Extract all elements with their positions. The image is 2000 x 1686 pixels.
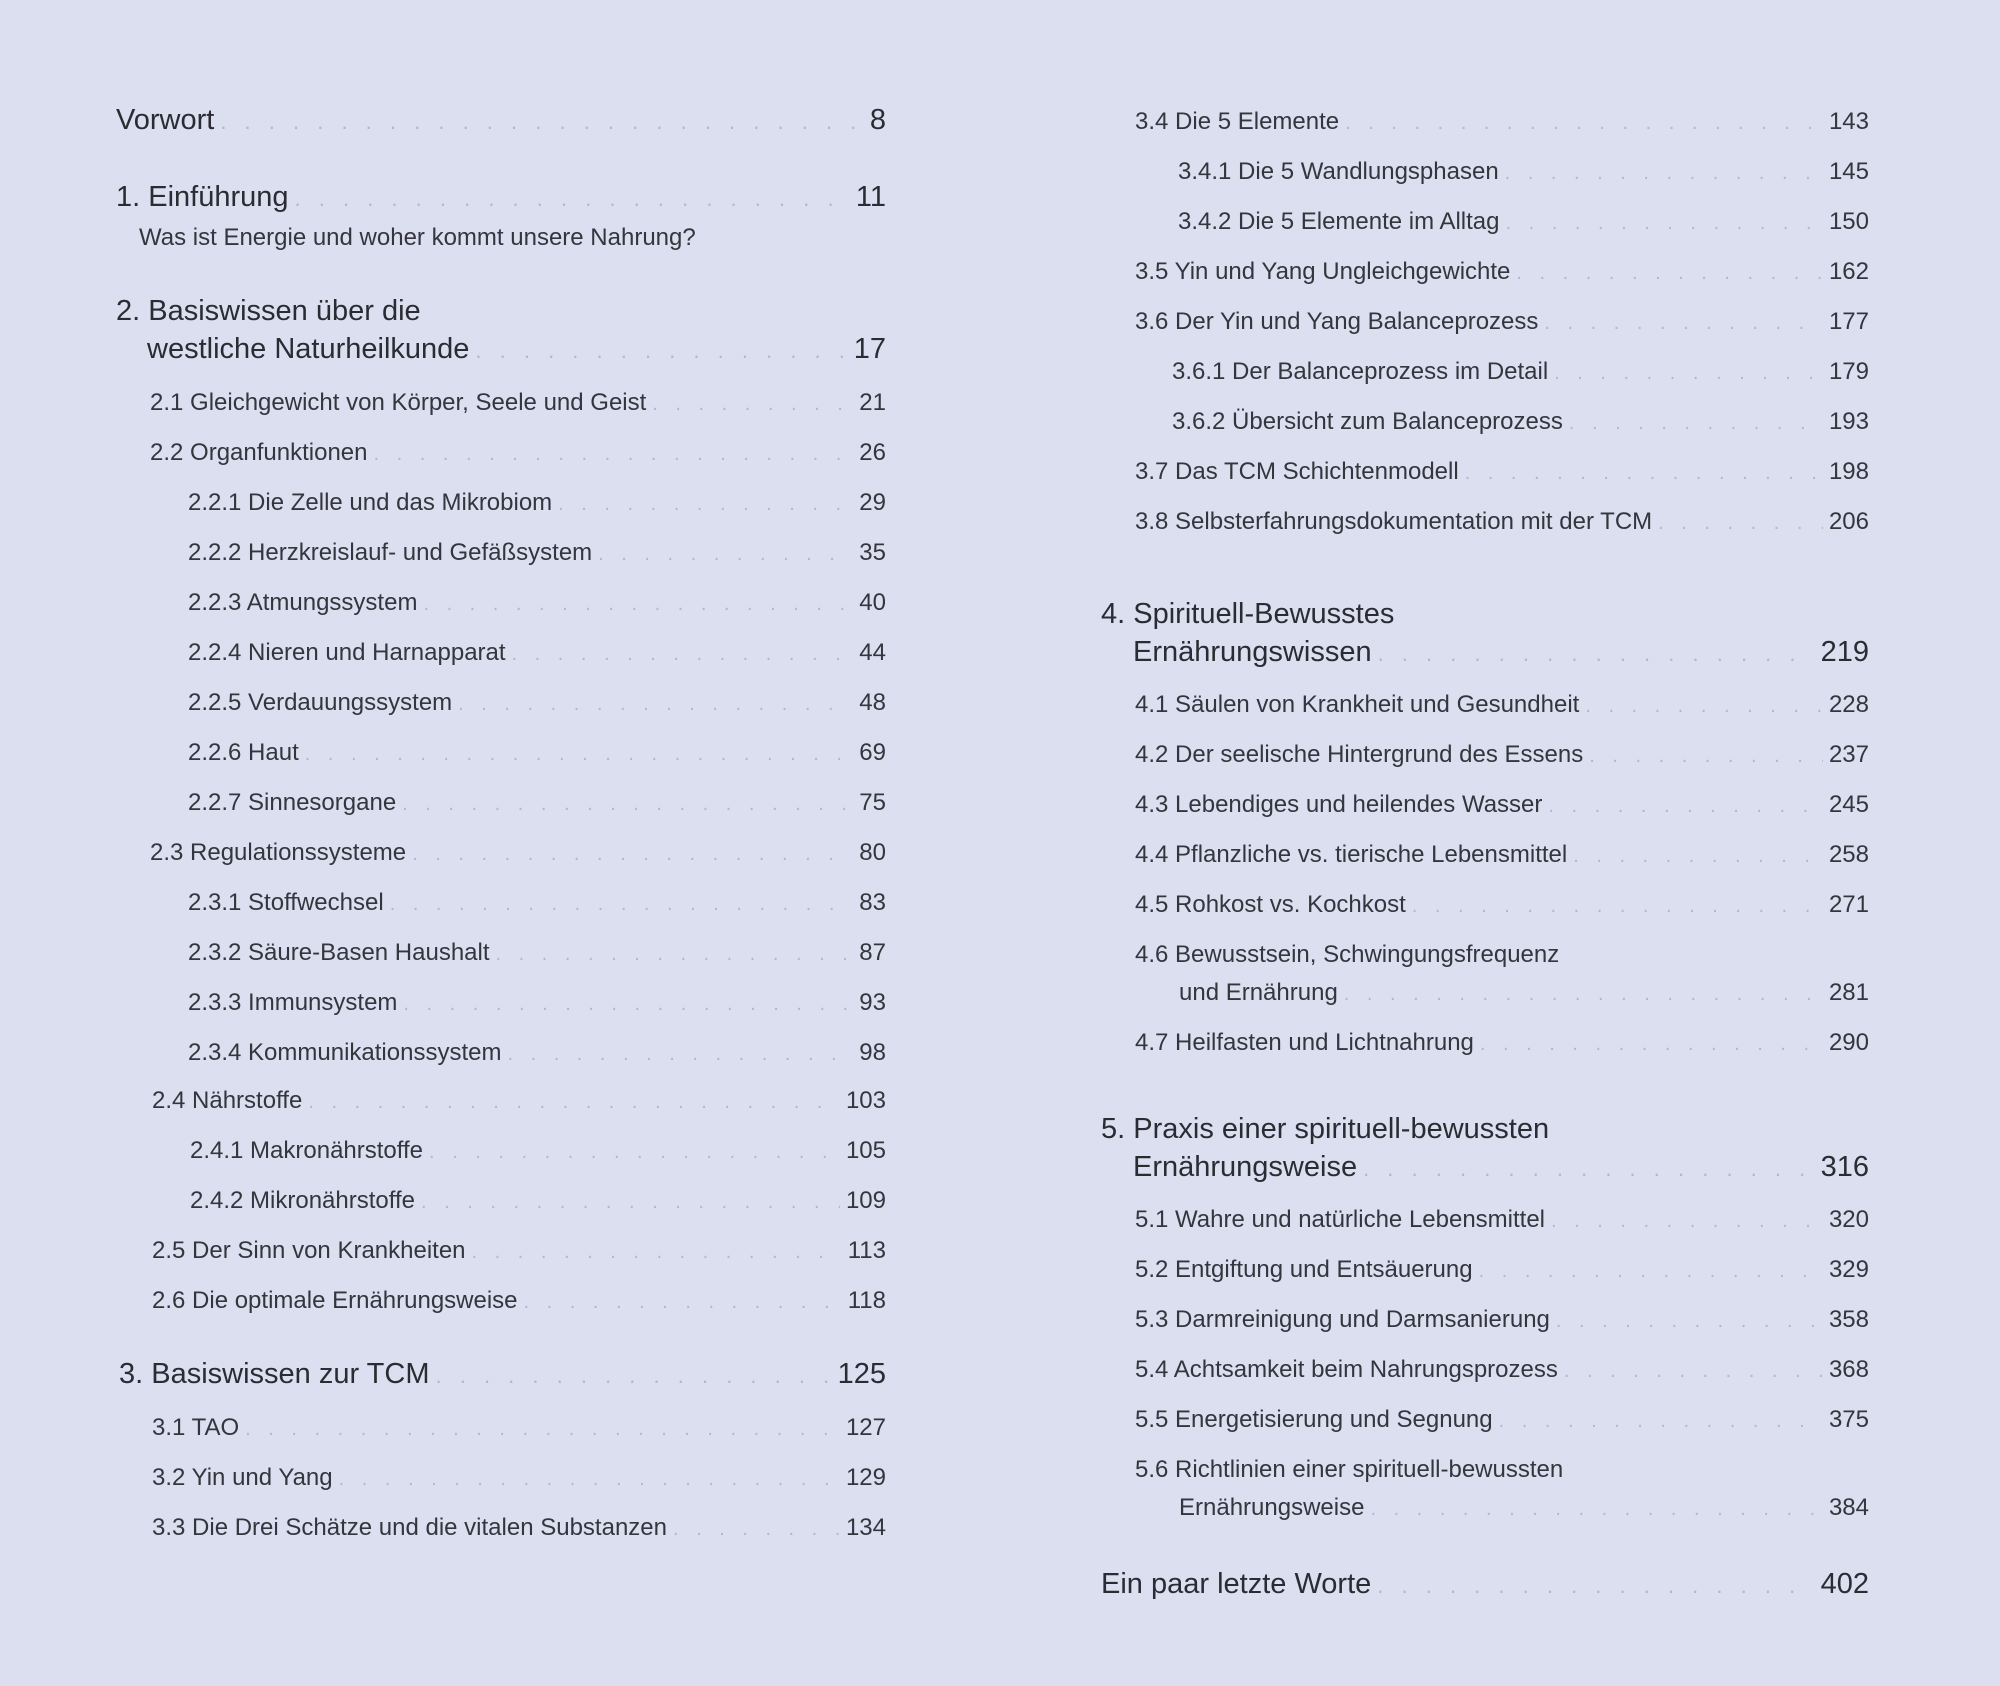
toc-entry-page: 198 xyxy=(1828,458,1869,485)
dot-leader xyxy=(598,543,853,566)
toc-entry-2-3-1[interactable] xyxy=(188,889,886,917)
toc-entry-title: 2.4.1 Makronährstoffe xyxy=(190,1137,424,1164)
toc-entry-4-2[interactable] xyxy=(1135,741,1869,769)
dot-leader xyxy=(558,493,853,516)
toc-entry-title: 4.4 Pflanzliche vs. tierische Lebensmittel xyxy=(1135,841,1568,868)
toc-entry-title: 3. Basiswissen zur TCM xyxy=(119,1358,430,1390)
toc-entry-page: 206 xyxy=(1828,508,1869,535)
toc-entry-2-3-2[interactable] xyxy=(188,939,886,967)
toc-entry-3-4[interactable] xyxy=(1135,108,1869,136)
dot-leader xyxy=(1564,1360,1823,1383)
toc-entry-title: 3.6.1 Der Balanceprozess im Detail xyxy=(1172,358,1549,385)
toc-entry-page: 83 xyxy=(859,889,886,916)
toc-entry-ch5[interactable] xyxy=(1133,1151,1869,1184)
toc-entry-page: 40 xyxy=(859,589,886,616)
dot-leader xyxy=(423,593,853,616)
toc-entry-title: und Ernährung xyxy=(1179,979,1338,1006)
toc-entry-2-2-2[interactable] xyxy=(188,539,886,567)
toc-entry-title: westliche Naturheilkunde xyxy=(147,333,470,365)
toc-entry-title: 3.8 Selbsterfahrungsdokumentation mit der TCM xyxy=(1135,508,1653,535)
toc-entry-title: 5.3 Darmreinigung und Darmsanierung xyxy=(1135,1306,1550,1333)
toc-entry-page: 44 xyxy=(859,639,886,666)
toc-entry-title: 3.5 Yin und Yang Ungleichgewichte xyxy=(1135,258,1511,285)
toc-entry-page: 17 xyxy=(853,333,886,365)
toc-entry-3-6[interactable] xyxy=(1135,308,1869,336)
toc-entry-title: 2.1 Gleichgewicht von Körper, Seele und Geist xyxy=(150,389,647,416)
toc-entry-3-3[interactable] xyxy=(152,1514,886,1542)
toc-entry-2-4[interactable] xyxy=(152,1087,886,1115)
toc-entry-page: 93 xyxy=(859,989,886,1016)
toc-entry-page: 290 xyxy=(1828,1029,1869,1056)
dot-leader xyxy=(512,643,854,666)
toc-entry-page: 177 xyxy=(1828,308,1869,335)
toc-entry-page: 150 xyxy=(1828,208,1869,235)
dot-leader xyxy=(1479,1260,1823,1283)
toc-entry-page: 237 xyxy=(1828,741,1869,768)
toc-entry-title: 2.3.1 Stoffwechsel xyxy=(188,889,384,916)
dot-leader xyxy=(1506,212,1823,235)
dot-leader xyxy=(1412,895,1823,918)
toc-entry-title: 3.2 Yin und Yang xyxy=(152,1464,333,1491)
toc-entry-page: 193 xyxy=(1828,408,1869,435)
toc-entry-page: 98 xyxy=(859,1039,886,1066)
toc-entry-4-1[interactable] xyxy=(1135,691,1869,719)
toc-entry-page: 103 xyxy=(845,1087,886,1114)
toc-entry-title: 2.3.4 Kommunikationssystem xyxy=(188,1039,502,1066)
dot-leader xyxy=(429,1141,840,1164)
toc-entry-4-5[interactable] xyxy=(1135,891,1869,919)
toc-entry-2-4-1[interactable] xyxy=(190,1137,886,1165)
toc-entry-title: 4.7 Heilfasten und Lichtnahrung xyxy=(1135,1029,1474,1056)
toc-entry-title: Ernährungswissen xyxy=(1133,636,1372,668)
dot-leader xyxy=(1516,262,1823,285)
toc-entry-page: 271 xyxy=(1828,891,1869,918)
toc-entry-4-3[interactable] xyxy=(1135,791,1869,819)
toc-entry-title: 3.4.2 Die 5 Elemente im Alltag xyxy=(1178,208,1500,235)
dot-leader xyxy=(1585,695,1823,718)
toc-entry-2-6[interactable] xyxy=(152,1287,886,1315)
toc-entry-ch3[interactable] xyxy=(119,1358,886,1391)
toc-entry-title: 2.2.2 Herzkreislauf- und Gefäßsystem xyxy=(188,539,593,566)
toc-entry-page: 69 xyxy=(859,739,886,766)
dot-leader xyxy=(1363,1156,1815,1182)
toc-entry-title: Vorwort xyxy=(116,104,215,136)
toc-entry-page: 384 xyxy=(1828,1494,1869,1521)
toc-entry-title: 2.3.3 Immunsystem xyxy=(188,989,398,1016)
toc-entry-5-3[interactable] xyxy=(1135,1306,1869,1334)
toc-entry-3-6-2[interactable] xyxy=(1172,408,1869,436)
toc-entry-page: 26 xyxy=(859,439,886,466)
toc-entry-title: 2.2.1 Die Zelle und das Mikrobiom xyxy=(188,489,553,516)
toc-entry-page: 127 xyxy=(845,1414,886,1441)
toc-entry-page: 162 xyxy=(1828,258,1869,285)
toc-entry-2-3-3[interactable] xyxy=(188,989,886,1017)
toc-entry-page: 368 xyxy=(1828,1356,1869,1383)
dot-leader xyxy=(220,109,864,135)
toc-entry-page: 316 xyxy=(1820,1151,1869,1183)
toc-entry-2-2-7[interactable] xyxy=(188,789,886,817)
toc-entry-4-6[interactable] xyxy=(1179,979,1869,1007)
dot-leader xyxy=(496,943,854,966)
dot-leader xyxy=(1377,1573,1814,1599)
toc-entry-title: 5.5 Energetisierung und Segnung xyxy=(1135,1406,1493,1433)
toc-entry-title: 5.4 Achtsamkeit beim Nahrungsprozess xyxy=(1135,1356,1558,1383)
toc-entry-2-2[interactable] xyxy=(150,439,886,467)
toc-entry-title: 4.3 Lebendiges und heilendes Wasser xyxy=(1135,791,1543,818)
dot-leader xyxy=(295,186,850,212)
dot-leader xyxy=(1551,1210,1823,1233)
toc-entry-page: 29 xyxy=(859,489,886,516)
toc-entry-5-5[interactable] xyxy=(1135,1406,1869,1434)
toc-entry-page: 228 xyxy=(1828,691,1869,718)
toc-entry-page: 35 xyxy=(859,539,886,566)
toc-entry-5-1[interactable] xyxy=(1135,1206,1869,1234)
dot-leader xyxy=(1345,112,1823,135)
toc-entry-ch4[interactable] xyxy=(1133,636,1869,669)
toc-entry-page: 320 xyxy=(1828,1206,1869,1233)
toc-entry-3-8[interactable] xyxy=(1135,508,1869,536)
toc-entry-title: 2.2.7 Sinnesorgane xyxy=(188,789,397,816)
toc-entry-page: 125 xyxy=(837,1358,886,1390)
toc-entry-page: 75 xyxy=(859,789,886,816)
dot-leader xyxy=(458,693,853,716)
dot-leader xyxy=(472,1241,842,1264)
toc-entry-3-7[interactable] xyxy=(1135,458,1869,486)
toc-entry-2-3[interactable] xyxy=(150,839,886,867)
dot-leader xyxy=(403,993,853,1016)
toc-entry-page: 329 xyxy=(1828,1256,1869,1283)
toc-entry-5-4[interactable] xyxy=(1135,1356,1869,1384)
toc-entry-title: 2.2.6 Haut xyxy=(188,739,299,766)
dot-leader xyxy=(1378,641,1815,667)
toc-entry-page: 134 xyxy=(845,1514,886,1541)
toc-entry-3-4-2[interactable] xyxy=(1178,208,1869,236)
toc-entry-3-1[interactable] xyxy=(152,1414,886,1442)
dot-leader xyxy=(652,393,853,416)
dot-leader xyxy=(475,338,847,364)
dot-leader xyxy=(412,843,853,866)
toc-entry-title: 1. Einführung xyxy=(116,181,289,213)
dot-leader xyxy=(308,1091,840,1114)
toc-entry-page: 245 xyxy=(1828,791,1869,818)
toc-entry-title: 4.5 Rohkost vs. Kochkost xyxy=(1135,891,1406,918)
dot-leader xyxy=(390,893,854,916)
toc-entry-page: 80 xyxy=(859,839,886,866)
toc-ch1-subtitle: Was ist Energie und woher kommt unsere Nahrung? xyxy=(139,224,696,251)
toc-entry-5-2[interactable] xyxy=(1135,1256,1869,1284)
toc-entry-2-2-3[interactable] xyxy=(188,589,886,617)
toc-entry-2-5[interactable] xyxy=(152,1237,886,1265)
toc-entry-title: 2.3.2 Säure-Basen Haushalt xyxy=(188,939,490,966)
toc-entry-title: 2.2.5 Verdauungssystem xyxy=(188,689,453,716)
toc-entry-title: 2.6 Die optimale Ernährungsweise xyxy=(152,1287,518,1314)
dot-leader xyxy=(1499,1410,1823,1433)
toc-entry-2-2-1[interactable] xyxy=(188,489,886,517)
toc-entry-4-7[interactable] xyxy=(1135,1029,1869,1057)
toc-entry-title: Ein paar letzte Worte xyxy=(1101,1568,1372,1600)
dot-leader xyxy=(245,1418,840,1441)
toc-entry-3-2[interactable] xyxy=(152,1464,886,1492)
dot-leader xyxy=(1480,1033,1823,1056)
toc-entry-page: 105 xyxy=(845,1137,886,1164)
toc-entry-3-5[interactable] xyxy=(1135,258,1869,286)
toc-entry-page: 21 xyxy=(859,389,886,416)
toc-entry-title: 2.4.2 Mikronährstoffe xyxy=(190,1187,416,1214)
toc-entry-page: 402 xyxy=(1820,1568,1869,1600)
toc-entry-title: 2.2.3 Atmungssystem xyxy=(188,589,418,616)
toc-entry-vorwort[interactable] xyxy=(116,104,886,137)
toc-entry-4-6-line1: 4.6 Bewusstsein, Schwingungsfrequenz xyxy=(1135,941,1560,968)
toc-entry-ch1[interactable] xyxy=(116,181,886,214)
dot-leader xyxy=(524,1291,842,1314)
toc-entry-title: 5.2 Entgiftung und Entsäuerung xyxy=(1135,1256,1473,1283)
dot-leader xyxy=(673,1518,840,1541)
toc-entry-page: 281 xyxy=(1828,979,1869,1006)
toc-entry-title: 3.3 Die Drei Schätze und die vitalen Substanzen xyxy=(152,1514,667,1541)
toc-entry-page: 358 xyxy=(1828,1306,1869,1333)
toc-entry-title: 3.6 Der Yin und Yang Balanceprozess xyxy=(1135,308,1539,335)
toc-entry-page: 145 xyxy=(1828,158,1869,185)
dot-leader xyxy=(1554,362,1823,385)
toc-entry-title: 5.1 Wahre und natürliche Lebensmittel xyxy=(1135,1206,1546,1233)
toc-entry-page: 219 xyxy=(1820,636,1869,668)
toc-entry-title: Ernährungsweise xyxy=(1179,1494,1365,1521)
dot-leader xyxy=(339,1468,840,1491)
dot-leader xyxy=(1569,412,1823,435)
toc-entry-page: 113 xyxy=(847,1237,886,1264)
dot-leader xyxy=(436,1363,832,1389)
toc-entry-page: 87 xyxy=(859,939,886,966)
toc-entry-2-2-4[interactable] xyxy=(188,639,886,667)
toc-entry-title: 4.1 Säulen von Krankheit und Gesundheit xyxy=(1135,691,1580,718)
toc-entry-title: 2.3 Regulationssysteme xyxy=(150,839,407,866)
toc-entry-2-4-2[interactable] xyxy=(190,1187,886,1215)
toc-entry-page: 129 xyxy=(845,1464,886,1491)
toc-entry-title: 3.7 Das TCM Schichtenmodell xyxy=(1135,458,1459,485)
toc-entry-page: 8 xyxy=(869,104,886,136)
toc-entry-2-3-4[interactable] xyxy=(188,1039,886,1067)
toc-entry-2-2-5[interactable] xyxy=(188,689,886,717)
toc-entry-title: 3.4.1 Die 5 Wandlungsphasen xyxy=(1178,158,1499,185)
toc-entry-title: 4.2 Der seelische Hintergrund des Essens xyxy=(1135,741,1584,768)
dot-leader xyxy=(1658,512,1823,535)
toc-entry-3-6-1[interactable] xyxy=(1172,358,1869,386)
dot-leader xyxy=(1544,312,1823,335)
toc-entry-title: Ernährungsweise xyxy=(1133,1151,1358,1183)
dot-leader xyxy=(1589,745,1823,768)
toc-ch4-title-line1: 4. Spirituell-Bewusstes xyxy=(1101,598,1395,630)
dot-leader xyxy=(421,1191,840,1214)
toc-entry-title: 3.1 TAO xyxy=(152,1414,240,1441)
toc-entry-title: 2.2 Organfunktionen xyxy=(150,439,368,466)
toc-entry-page: 48 xyxy=(859,689,886,716)
toc-entry-5-6-line1: 5.6 Richtlinien einer spirituell-bewussten xyxy=(1135,1456,1564,1483)
dot-leader xyxy=(1370,1498,1823,1521)
toc-entry-2-2-6[interactable] xyxy=(188,739,886,767)
toc-entry-page: 118 xyxy=(847,1287,886,1314)
toc-entry-title: 2.4 Nährstoffe xyxy=(152,1087,303,1114)
dot-leader xyxy=(1556,1310,1823,1333)
dot-leader xyxy=(1505,162,1823,185)
toc-entry-page: 258 xyxy=(1828,841,1869,868)
dot-leader xyxy=(1465,462,1823,485)
dot-leader xyxy=(507,1043,853,1066)
toc-entry-title: 2.2.4 Nieren und Harnapparat xyxy=(188,639,506,666)
toc-ch2-title-line1: 2. Basiswissen über die xyxy=(116,295,421,327)
toc-entry-title: 2.5 Der Sinn von Krankheiten xyxy=(152,1237,466,1264)
toc-entry-page: 11 xyxy=(855,181,886,213)
toc-entry-3-4-1[interactable] xyxy=(1178,158,1869,186)
toc-entry-page: 109 xyxy=(845,1187,886,1214)
toc-entry-page: 143 xyxy=(1828,108,1869,135)
dot-leader xyxy=(1573,845,1823,868)
toc-entry-closing[interactable] xyxy=(1101,1568,1869,1601)
toc-entry-5-6[interactable] xyxy=(1179,1494,1869,1522)
toc-entry-title: 3.4 Die 5 Elemente xyxy=(1135,108,1340,135)
toc-entry-4-4[interactable] xyxy=(1135,841,1869,869)
toc-entry-2-1[interactable] xyxy=(150,389,886,417)
dot-leader xyxy=(1344,983,1823,1006)
dot-leader xyxy=(374,443,854,466)
dot-leader xyxy=(305,743,854,766)
toc-ch5-title-line1: 5. Praxis einer spirituell-bewussten xyxy=(1101,1113,1550,1145)
toc-entry-title: 3.6.2 Übersicht zum Balanceprozess xyxy=(1172,408,1563,435)
dot-leader xyxy=(402,793,853,816)
toc-entry-page: 179 xyxy=(1828,358,1869,385)
toc-entry-page: 375 xyxy=(1828,1406,1869,1433)
dot-leader xyxy=(1548,795,1823,818)
toc-entry-ch2[interactable] xyxy=(147,333,886,366)
